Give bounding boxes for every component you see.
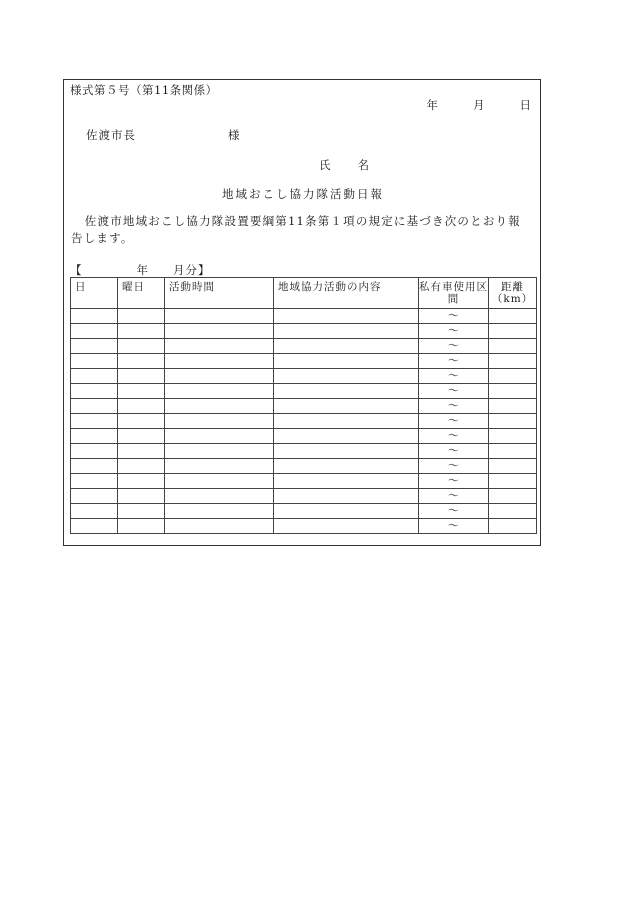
date-line — [427, 97, 533, 113]
addressee: 佐渡市長 — [86, 128, 136, 142]
header-activity-time: 活動時間 — [165, 278, 274, 309]
cell-activity-time[interactable] — [165, 384, 274, 399]
table-row — [71, 399, 537, 414]
table-row — [71, 354, 537, 369]
cell-day[interactable] — [71, 474, 118, 489]
table-row — [71, 444, 537, 459]
cell-activity-time[interactable] — [165, 429, 274, 444]
cell-distance[interactable] — [489, 459, 537, 474]
month-suffix-label: 月分】 — [173, 263, 211, 277]
cell-weekday[interactable] — [118, 339, 165, 354]
cell-day[interactable] — [71, 459, 118, 474]
document-title: 地域おこし協力隊活動日報 — [222, 187, 384, 201]
cell-activity-content[interactable] — [274, 384, 419, 399]
date-year-label: 年 — [426, 98, 439, 112]
cell-distance[interactable] — [489, 384, 537, 399]
cell-activity-time[interactable] — [165, 459, 274, 474]
cell-activity-content[interactable] — [274, 429, 419, 444]
cell-car-section[interactable]: ～ — [419, 504, 489, 519]
cell-day[interactable] — [71, 414, 118, 429]
cell-activity-time[interactable] — [165, 489, 274, 504]
cell-car-section[interactable]: ～ — [419, 474, 489, 489]
cell-activity-time[interactable] — [165, 339, 274, 354]
header-day: 日 — [71, 278, 118, 309]
cell-weekday[interactable] — [118, 354, 165, 369]
cell-car-section[interactable]: ～ — [419, 444, 489, 459]
header-activity-content: 地域協力活動の内容 — [274, 278, 419, 309]
cell-activity-content[interactable] — [274, 519, 419, 534]
cell-weekday[interactable] — [118, 474, 165, 489]
cell-car-section[interactable]: ～ — [419, 429, 489, 444]
cell-activity-content[interactable] — [274, 504, 419, 519]
cell-day[interactable] — [71, 324, 118, 339]
cell-day[interactable] — [71, 384, 118, 399]
cell-distance[interactable] — [489, 309, 537, 324]
cell-distance[interactable] — [489, 489, 537, 504]
cell-day[interactable] — [71, 519, 118, 534]
date-month-label: 月 — [473, 98, 486, 112]
cell-distance[interactable] — [489, 429, 537, 444]
cell-car-section[interactable]: ～ — [419, 414, 489, 429]
cell-day[interactable] — [71, 489, 118, 504]
cell-activity-time[interactable] — [165, 519, 274, 534]
cell-distance[interactable] — [489, 414, 537, 429]
cell-activity-time[interactable] — [165, 414, 274, 429]
form-number: 様式第５号（第11条関係） — [70, 83, 218, 97]
cell-activity-content[interactable] — [274, 309, 419, 324]
cell-activity-content[interactable] — [274, 489, 419, 504]
month-label — [70, 262, 211, 278]
name-surname-label: 氏 — [319, 158, 332, 172]
table-row — [71, 384, 537, 399]
form-frame — [63, 79, 541, 546]
table-row — [71, 489, 537, 504]
cell-weekday[interactable] — [118, 519, 165, 534]
cell-activity-content[interactable] — [274, 399, 419, 414]
cell-distance[interactable] — [489, 444, 537, 459]
body-text: 佐渡市地域おこし協力隊設置要綱第11条第１項の規定に基づき次のとおり報告します。 — [71, 214, 521, 245]
cell-car-section[interactable]: ～ — [419, 489, 489, 504]
table-row — [71, 504, 537, 519]
cell-distance[interactable] — [489, 354, 537, 369]
cell-weekday[interactable] — [118, 459, 165, 474]
cell-weekday[interactable] — [118, 309, 165, 324]
activity-log-table — [70, 277, 537, 534]
cell-car-section[interactable]: ～ — [419, 519, 489, 534]
cell-day[interactable] — [71, 444, 118, 459]
cell-car-section[interactable]: ～ — [419, 339, 489, 354]
cell-day[interactable] — [71, 429, 118, 444]
cell-activity-time[interactable] — [165, 354, 274, 369]
cell-weekday[interactable] — [118, 489, 165, 504]
cell-day[interactable] — [71, 399, 118, 414]
cell-activity-content[interactable] — [274, 324, 419, 339]
table-row — [71, 459, 537, 474]
cell-activity-time[interactable] — [165, 399, 274, 414]
cell-car-section[interactable]: ～ — [419, 384, 489, 399]
cell-activity-time[interactable] — [165, 309, 274, 324]
cell-activity-time[interactable] — [165, 324, 274, 339]
cell-activity-time[interactable] — [165, 474, 274, 489]
cell-day[interactable] — [71, 339, 118, 354]
cell-activity-content[interactable] — [274, 459, 419, 474]
cell-car-section[interactable]: ～ — [419, 399, 489, 414]
cell-activity-content[interactable] — [274, 444, 419, 459]
cell-weekday[interactable] — [118, 324, 165, 339]
honorific: 様 — [228, 128, 241, 142]
cell-distance[interactable] — [489, 399, 537, 414]
name-label — [319, 157, 370, 173]
table-row — [71, 369, 537, 384]
table-row — [71, 474, 537, 489]
cell-car-section[interactable]: ～ — [419, 369, 489, 384]
date-day-label: 日 — [519, 98, 532, 112]
cell-car-section[interactable]: ～ — [419, 354, 489, 369]
cell-weekday[interactable] — [118, 429, 165, 444]
header-distance: 距離（km） — [489, 278, 537, 309]
header-weekday: 曜日 — [118, 278, 165, 309]
cell-weekday[interactable] — [118, 384, 165, 399]
cell-distance[interactable] — [489, 369, 537, 384]
cell-activity-content[interactable] — [274, 339, 419, 354]
table-header-row — [71, 278, 537, 309]
cell-activity-content[interactable] — [274, 369, 419, 384]
cell-day[interactable] — [71, 369, 118, 384]
month-open-bracket: 【 — [70, 263, 83, 277]
cell-activity-content[interactable] — [274, 474, 419, 489]
table-row — [71, 339, 537, 354]
cell-activity-time[interactable] — [165, 504, 274, 519]
cell-distance[interactable] — [489, 504, 537, 519]
name-given-label: 名 — [357, 158, 370, 172]
cell-distance[interactable] — [489, 324, 537, 339]
header-private-car-section: 私有車使用区間 — [419, 278, 489, 309]
cell-day[interactable] — [71, 354, 118, 369]
cell-activity-time[interactable] — [165, 369, 274, 384]
cell-day[interactable] — [71, 309, 118, 324]
cell-weekday[interactable] — [118, 504, 165, 519]
cell-distance[interactable] — [489, 339, 537, 354]
month-year-label: 年 — [136, 263, 149, 277]
cell-car-section[interactable]: ～ — [419, 309, 489, 324]
cell-car-section[interactable]: ～ — [419, 324, 489, 339]
cell-weekday[interactable] — [118, 399, 165, 414]
cell-weekday[interactable] — [118, 414, 165, 429]
cell-distance[interactable] — [489, 474, 537, 489]
cell-weekday[interactable] — [118, 369, 165, 384]
cell-activity-time[interactable] — [165, 444, 274, 459]
table-row — [71, 324, 537, 339]
cell-day[interactable] — [71, 504, 118, 519]
cell-weekday[interactable] — [118, 444, 165, 459]
table-row — [71, 519, 537, 534]
cell-car-section[interactable]: ～ — [419, 459, 489, 474]
table-row — [71, 309, 537, 324]
table-row — [71, 429, 537, 444]
cell-distance[interactable] — [489, 519, 537, 534]
cell-activity-content[interactable] — [274, 354, 419, 369]
table-row — [71, 414, 537, 429]
cell-activity-content[interactable] — [274, 414, 419, 429]
